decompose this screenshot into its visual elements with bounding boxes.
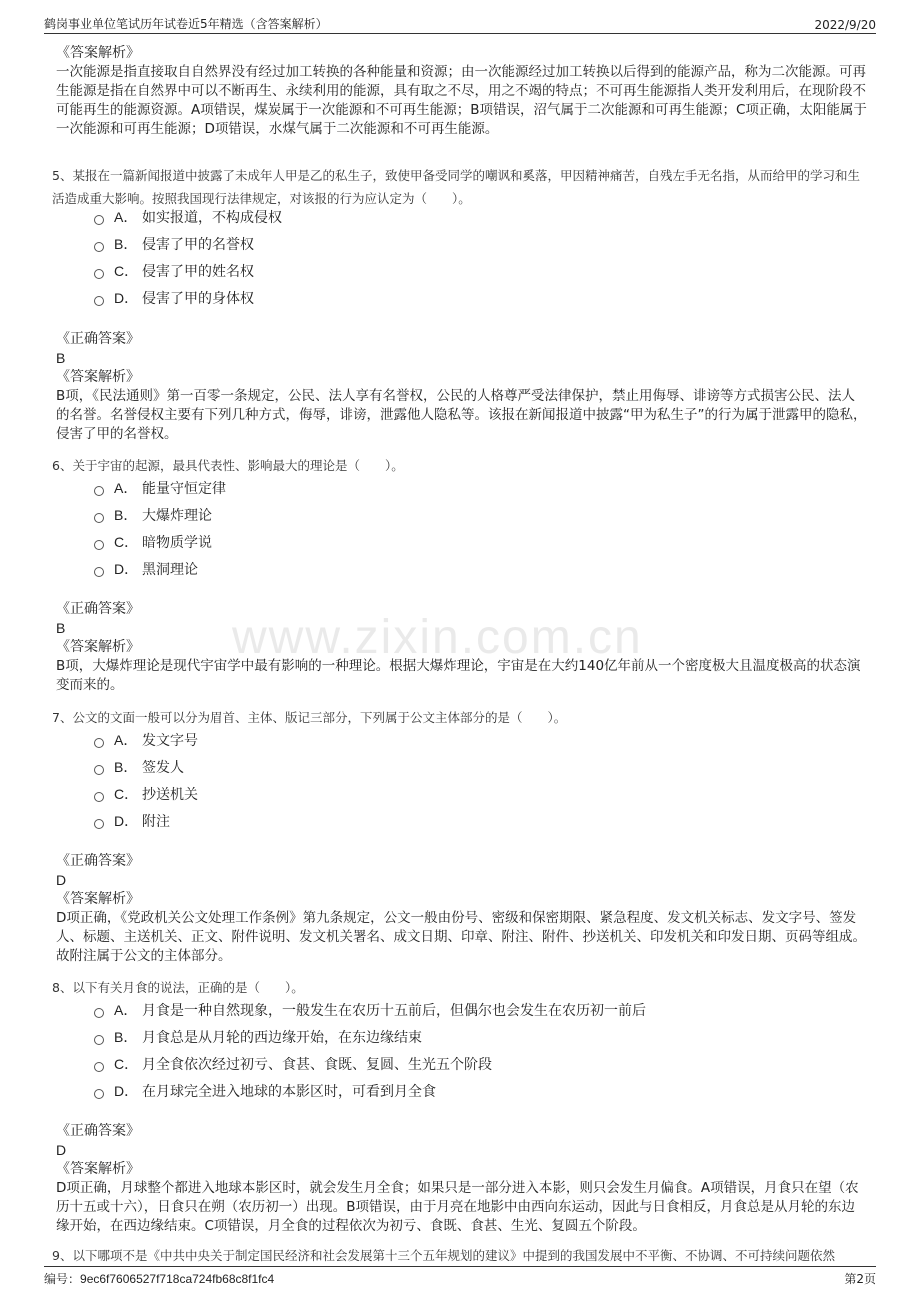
page-footer	[44, 1270, 876, 1288]
option-letter: B．	[114, 1028, 138, 1045]
option-c[interactable]	[94, 1050, 854, 1077]
option-letter: B．	[114, 235, 138, 252]
option-text: 侵害了甲的名誉权	[142, 236, 254, 253]
correct-answer: D	[56, 872, 67, 888]
option-letter: D．	[114, 812, 139, 829]
question-stem: 6、关于宇宙的起源，最具代表性、影响最大的理论是（ ）。	[52, 458, 404, 473]
analysis-label: 《答案解析》	[56, 369, 140, 385]
correct-answer: D	[56, 1142, 67, 1158]
analysis-label: 《答案解析》	[56, 891, 140, 907]
option-text: 在月球完全进入地球的本影区时，可看到月全食	[142, 1083, 436, 1100]
option-a[interactable]	[94, 726, 854, 753]
watermark: www.zixin.com.cn	[232, 611, 643, 664]
header-date: 2022/9/20	[814, 18, 876, 32]
radio-icon[interactable]	[94, 1035, 104, 1045]
correct-answer-label: 《正确答案》	[56, 1123, 140, 1139]
correct-answer: B	[56, 620, 66, 636]
analysis-text: 一次能源是指直接取自自然界没有经过加工转换的各种能量和资源；由一次能源经过加工转换以后得到的能源产品，称为二次能源。可再生能源是指在自然界中可以不断再生、永续利用的能源，具有取之不尽，用之不竭的特点；不可再生能源指人类开发利用后，在现阶段不可能再生的能源资源。A项错误，煤炭属于一次能源和不可再生能源；B项错误，沼气属于二次能源和可再生能源；C项正确，太阳能属于一次能源和可再生能源；D项错误，水煤气属于二次能源和不可再生能源。	[56, 64, 867, 137]
question-stem: 5、某报在一篇新闻报道中披露了未成年人甲是乙的私生子，致使甲备受同学的嘲讽和奚落，甲因精神痛苦，自残左手无名指，从而给甲的学习和生活造成重大影响。按照我国现行法律规定，对该报的行为应认定为（ ）。	[52, 168, 860, 206]
option-d[interactable]	[94, 284, 854, 311]
option-a[interactable]	[94, 203, 854, 230]
option-letter: D．	[114, 560, 139, 577]
document-id-label: 编号：	[44, 1272, 81, 1286]
radio-icon[interactable]	[94, 1062, 104, 1072]
option-text: 附注	[142, 813, 170, 830]
document-id-value: 9ec6f7606527f718ca724fb68c8f1fc4	[80, 1272, 275, 1286]
option-letter: D．	[114, 289, 139, 306]
option-text: 能量守恒定律	[142, 480, 226, 497]
option-b[interactable]	[94, 753, 854, 780]
option-text: 如实报道，不构成侵权	[142, 209, 282, 226]
option-text: 大爆炸理论	[142, 507, 212, 524]
radio-icon[interactable]	[94, 215, 104, 225]
question-stem-text: 9、以下哪项不是《中共中央关于制定国民经济和社会发展第十三个五年规划的建议》中提到的我国发展中不平衡、不协调、不可持续问题依然	[52, 1248, 835, 1262]
option-text: 暗物质学说	[142, 534, 212, 551]
option-letter: C．	[114, 262, 139, 279]
document-id	[44, 1270, 274, 1288]
correct-answer-label: 《正确答案》	[56, 331, 140, 347]
radio-icon[interactable]	[94, 540, 104, 550]
option-letter: A．	[114, 1001, 138, 1018]
option-text: 发文字号	[142, 732, 198, 749]
option-text: 签发人	[142, 759, 184, 776]
analysis-label: 《答案解析》	[56, 639, 140, 655]
analysis-text: D项正确，月球整个都进入地球本影区时，就会发生月全食；如果只是一部分进入本影，则只会发生月偏食。A项错误，月食只在望（农历十五或十六），日食只在朔（农历初一）出现。B项错误，由于月亮在地影中由西向东运动，因此与日食相反，月食总是从月轮的东边缘开始，在西边缘结束。C项错误，月全食的过程依次为初亏、食既、食甚、生光、复圆五个阶段。	[56, 1180, 859, 1234]
option-text: 黑洞理论	[142, 561, 198, 578]
option-letter: A．	[114, 731, 138, 748]
analysis-text: D项正确，《党政机关公文处理工作条例》第九条规定，公文一般由份号、密级和保密期限、紧急程度、发文机关标志、发文字号、签发人、标题、主送机关、正文、附件说明、发文机关署名、成文日期、印章、附注、附件、抄送机关、印发机关和印发日期、页码等组成。故附注属于公文的主体部分。	[56, 910, 866, 964]
question-stem-partial	[52, 1248, 872, 1262]
option-list	[94, 726, 854, 834]
option-b[interactable]	[94, 501, 854, 528]
option-d[interactable]	[94, 807, 854, 834]
radio-icon[interactable]	[94, 513, 104, 523]
option-c[interactable]	[94, 528, 854, 555]
radio-icon[interactable]	[94, 765, 104, 775]
radio-icon[interactable]	[94, 819, 104, 829]
option-letter: B．	[114, 506, 138, 523]
radio-icon[interactable]	[94, 567, 104, 577]
option-b[interactable]	[94, 1023, 854, 1050]
footer-rule	[44, 1266, 876, 1267]
page-number: 第2页	[844, 1272, 876, 1286]
option-text: 抄送机关	[142, 786, 198, 803]
analysis-text: B项，《民法通则》第一百零一条规定，公民、法人享有名誉权，公民的人格尊严受法律保护，禁止用侮辱、诽谤等方式损害公民、法人的名誉。名誉侵权主要有下列几种方式，侮辱，诽谤，泄露他人隐私等。该报在新闻报道中披露“甲为私生子”的行为属于泄露甲的隐私，侵害了甲的名誉权。	[56, 388, 867, 442]
option-letter: A．	[114, 208, 138, 225]
option-list	[94, 474, 854, 582]
option-text: 侵害了甲的身体权	[142, 290, 254, 307]
option-a[interactable]	[94, 474, 854, 501]
option-text: 月食是一种自然现象，一般发生在农历十五前后，但偶尔也会发生在农历初一前后	[142, 1002, 646, 1019]
question-stem: 8、以下有关月食的说法，正确的是（ ）。	[52, 980, 304, 995]
option-list	[94, 996, 854, 1104]
option-letter: C．	[114, 1055, 139, 1072]
option-text: 月食总是从月轮的西边缘开始，在东边缘结束	[142, 1029, 422, 1046]
option-c[interactable]	[94, 780, 854, 807]
option-letter: C．	[114, 533, 139, 550]
option-c[interactable]	[94, 257, 854, 284]
radio-icon[interactable]	[94, 486, 104, 496]
radio-icon[interactable]	[94, 1089, 104, 1099]
option-d[interactable]	[94, 555, 854, 582]
option-letter: B．	[114, 758, 138, 775]
correct-answer-label: 《正确答案》	[56, 853, 140, 869]
option-a[interactable]	[94, 996, 854, 1023]
question-stem: 7、公文的文面一般可以分为眉首、主体、版记三部分，下列属于公文主体部分的是（ ）。	[52, 710, 567, 725]
option-b[interactable]	[94, 230, 854, 257]
radio-icon[interactable]	[94, 792, 104, 802]
option-d[interactable]	[94, 1077, 854, 1104]
analysis-label: 《答案解析》	[56, 1161, 140, 1177]
analysis-label: 《答案解析》	[56, 45, 140, 61]
radio-icon[interactable]	[94, 242, 104, 252]
option-letter: C．	[114, 785, 139, 802]
analysis-text: B项，大爆炸理论是现代宇宙学中最有影响的一种理论。根据大爆炸理论，宇宙是在大约140亿年前从一个密度极大且温度极高的状态演变而来的。	[56, 658, 861, 693]
radio-icon[interactable]	[94, 1008, 104, 1018]
option-list	[94, 203, 854, 311]
option-letter: A．	[114, 479, 138, 496]
radio-icon[interactable]	[94, 738, 104, 748]
page-header	[44, 12, 876, 32]
document-title: 鹤岗事业单位笔试历年试卷近5年精选（含答案解析）	[44, 17, 328, 31]
option-letter: D．	[114, 1082, 139, 1099]
correct-answer: B	[56, 350, 66, 366]
option-text: 月全食依次经过初亏、食甚、食既、复圆、生光五个阶段	[142, 1056, 492, 1073]
option-text: 侵害了甲的姓名权	[142, 263, 254, 280]
radio-icon[interactable]	[94, 269, 104, 279]
correct-answer-label: 《正确答案》	[56, 601, 140, 617]
radio-icon[interactable]	[94, 296, 104, 306]
header-rule	[44, 33, 876, 34]
